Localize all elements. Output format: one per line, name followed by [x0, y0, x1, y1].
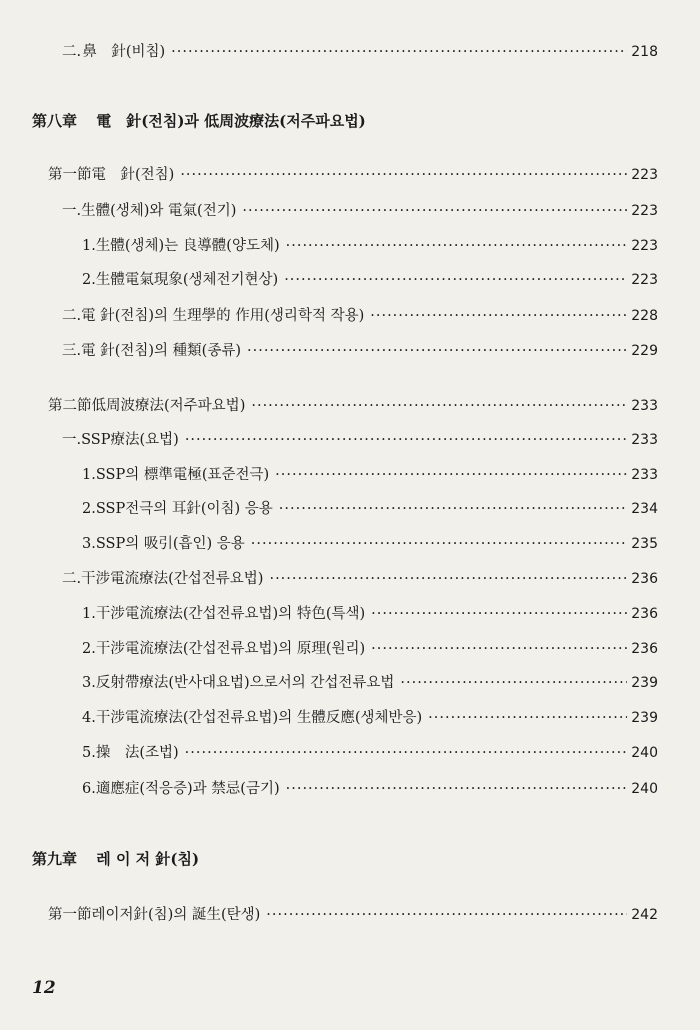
entry-page: 235	[631, 536, 658, 552]
entry-number: 第二節	[48, 398, 92, 414]
toc-entry[interactable]	[82, 532, 658, 553]
entry-number: 1.	[82, 606, 96, 622]
entry-page: 233	[631, 467, 658, 483]
dot-leader	[286, 238, 628, 254]
entry-number: 6.	[82, 781, 96, 797]
dot-leader	[428, 710, 627, 726]
entry-title: 生體電氣現象(생체전기현상)	[95, 272, 279, 288]
entry-number: 第一節	[48, 167, 92, 183]
dot-leader	[251, 536, 627, 552]
dot-leader	[185, 745, 628, 761]
entry-number: 2.	[82, 501, 96, 517]
entry-page: 229	[631, 343, 658, 359]
entry-page: 223	[631, 203, 658, 219]
entry-page: 223	[631, 238, 658, 254]
entry-number: 2.	[82, 641, 96, 657]
toc-entry[interactable]	[82, 741, 658, 762]
toc-entry[interactable]	[62, 304, 658, 325]
entry-page: 236	[631, 606, 658, 622]
entry-number: 一.	[62, 432, 82, 448]
entry-page: 240	[631, 745, 658, 761]
toc-entry[interactable]	[82, 463, 658, 484]
entry-number: 二.	[62, 308, 82, 324]
entry-title: 操 法(조법)	[95, 745, 179, 761]
entry-title: 適應症(적응증)과 禁忌(금기)	[95, 781, 280, 797]
chapter-heading[interactable]	[32, 848, 199, 869]
entry-page: 239	[631, 710, 658, 726]
dot-leader	[180, 167, 627, 183]
entry-page: 240	[631, 781, 658, 797]
chapter-title: 電 針(전침)과 低周波療法(저주파요법)	[96, 112, 366, 130]
entry-number: 1.	[82, 238, 96, 254]
entry-number: 第一節	[48, 907, 92, 923]
entry-title: 生體(생체)는 良導體(양도체)	[95, 238, 280, 254]
dot-leader	[185, 432, 627, 448]
entry-title: 레이저針(침)의 誕生(탄생)	[91, 907, 261, 923]
dot-leader	[279, 501, 627, 517]
entry-title: 低周波療法(저주파요법)	[91, 398, 246, 414]
entry-title: 干涉電流療法(간섭전류요법)의 原理(원리)	[95, 641, 366, 657]
entry-title: SSP療法(요법)	[81, 432, 179, 448]
dot-leader	[266, 907, 627, 923]
entry-page: 236	[631, 571, 658, 587]
entry-title: 電 針(전침)	[91, 167, 175, 183]
entry-title: SSP의 標準電極(표준전극)	[95, 467, 270, 483]
entry-title: 電 針(전침)의 生理學的 作用(생리학적 작용)	[81, 308, 365, 324]
toc-entry[interactable]	[62, 428, 658, 449]
toc-entry[interactable]	[48, 394, 658, 415]
entry-title: 干涉電流療法(간섭전류요법)의 特色(특색)	[95, 606, 366, 622]
dot-leader	[242, 203, 627, 219]
dot-leader	[269, 571, 627, 587]
dot-leader	[371, 641, 627, 657]
toc-entry[interactable]	[62, 40, 658, 61]
chapter-number: 第九章	[32, 850, 78, 868]
dot-leader	[247, 343, 627, 359]
entry-page: 236	[631, 641, 658, 657]
toc-entry[interactable]	[82, 637, 658, 658]
entry-number: 二.	[62, 571, 82, 587]
entry-number: 4.	[82, 710, 96, 726]
chapter-title: 레 이 저 針(침)	[96, 850, 200, 868]
toc-entry[interactable]	[62, 199, 658, 220]
entry-number: 5.	[82, 745, 96, 761]
entry-page: 223	[631, 272, 658, 288]
entry-number: 1.	[82, 467, 96, 483]
entry-page: 223	[631, 167, 658, 183]
entry-page: 228	[631, 308, 658, 324]
dot-leader	[275, 467, 627, 483]
entry-title: 干涉電流療法(간섭전류요법)의 生體反應(생체반응)	[95, 710, 423, 726]
entry-title: SSP의 吸引(흡인) 응용	[95, 536, 245, 552]
entry-title: 鼻 針(비침)	[82, 44, 166, 60]
entry-page: 239	[631, 675, 658, 691]
entry-title: 干涉電流療法(간섭전류요법)	[81, 571, 264, 587]
toc-entry[interactable]	[62, 339, 658, 360]
entry-page: 242	[631, 907, 658, 923]
entry-page: 218	[631, 44, 658, 60]
entry-title: SSP전극의 耳針(이침) 응용	[95, 501, 273, 517]
chapter-heading[interactable]	[32, 110, 366, 131]
toc-entry[interactable]	[62, 567, 658, 588]
entry-number: 一.	[62, 203, 82, 219]
entry-number: 2.	[82, 272, 96, 288]
toc-entry[interactable]	[82, 268, 658, 289]
dot-leader	[370, 308, 627, 324]
entry-number: 3.	[82, 675, 96, 691]
entry-number: 三.	[62, 343, 82, 359]
toc-entry[interactable]	[82, 777, 658, 798]
entry-number: 3.	[82, 536, 96, 552]
entry-page: 233	[631, 398, 658, 414]
entry-number: 二.	[62, 44, 82, 60]
entry-title: 生體(생체)와 電氣(전기)	[81, 203, 237, 219]
entry-page: 233	[631, 432, 658, 448]
toc-entry[interactable]	[48, 903, 658, 924]
dot-leader	[171, 44, 627, 60]
chapter-number: 第八章	[32, 112, 78, 130]
entry-page: 234	[631, 501, 658, 517]
page-number: 12	[32, 978, 56, 998]
dot-leader	[371, 606, 627, 622]
entry-title: 反射帶療法(반사대요법)으로서의 간섭전류요법	[95, 675, 395, 691]
toc-entry[interactable]	[82, 671, 658, 692]
entry-title: 電 針(전침)의 種類(종류)	[81, 343, 241, 359]
dot-leader	[251, 398, 627, 414]
toc-entry[interactable]	[48, 163, 658, 184]
dot-leader	[286, 781, 628, 797]
toc-entry[interactable]	[82, 602, 658, 623]
toc-entry[interactable]	[82, 234, 658, 255]
dot-leader	[400, 675, 627, 691]
toc-entry[interactable]	[82, 497, 658, 518]
toc-entry[interactable]	[82, 706, 658, 727]
dot-leader	[284, 272, 627, 288]
